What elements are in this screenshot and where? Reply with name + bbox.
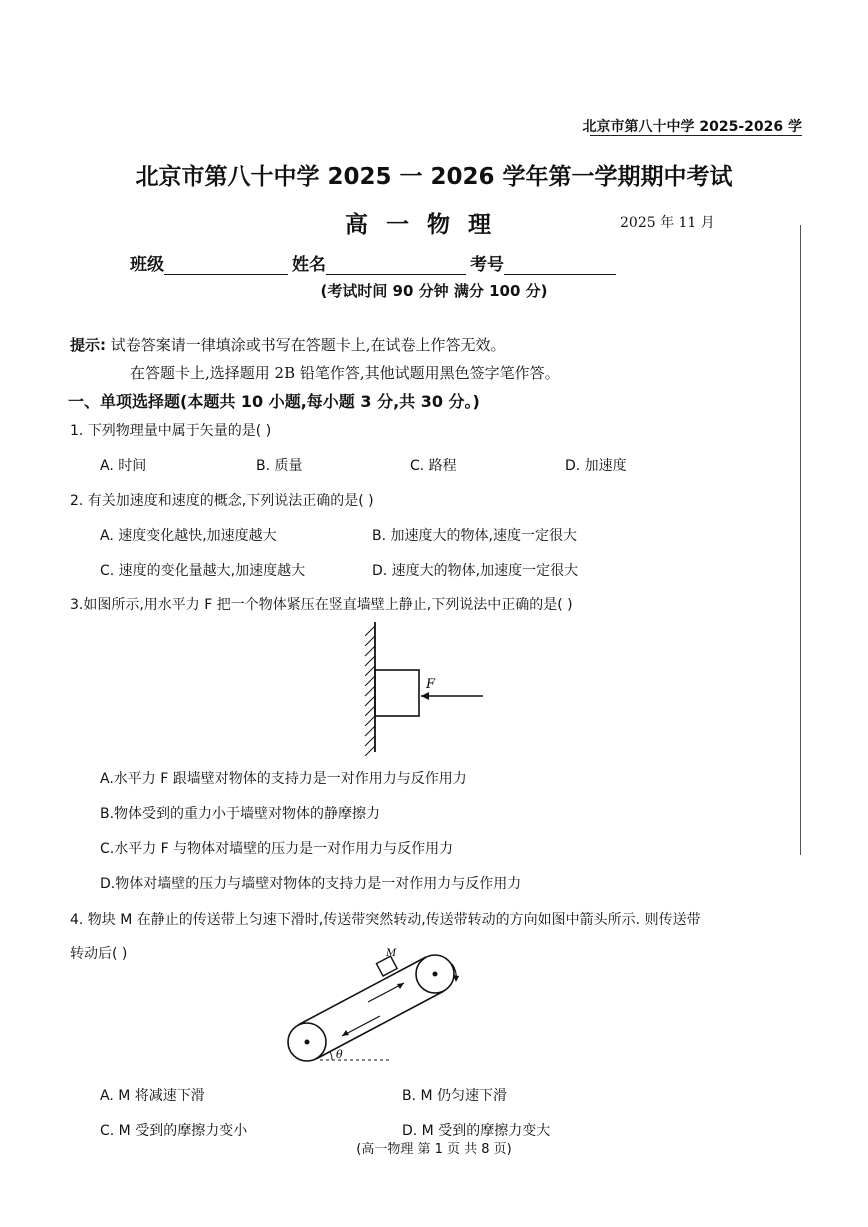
upper-pulley-axle: [433, 972, 438, 977]
block-m: [376, 956, 397, 976]
question-3-stem: 3.如图所示,用水平力 F 把一个物体紧压在竖直墙壁上静止,下列说法中正确的是( ): [70, 597, 573, 613]
wall-block-figure: [355, 620, 495, 756]
name-label: 姓名: [292, 255, 326, 275]
question-2-stem: 2. 有关加速度和速度的概念,下列说法正确的是( ): [70, 493, 374, 509]
q4-option-d: D. M 受到的摩擦力变大: [402, 1123, 551, 1139]
q4-option-c: C. M 受到的摩擦力变小: [100, 1123, 248, 1139]
page-edge-line: [800, 225, 801, 855]
tip-label: 提示:: [70, 336, 106, 354]
q4-option-a: A. M 将减速下滑: [100, 1088, 205, 1104]
exam-date: 2025 年 11 月: [620, 215, 715, 231]
angle-arc: [330, 1052, 332, 1060]
student-info-fields: [130, 250, 620, 275]
exam-info: (考试时间 90 分钟 满分 100 分): [320, 282, 548, 300]
class-blank[interactable]: [164, 256, 288, 275]
theta-label: θ: [336, 1048, 343, 1061]
q2-option-d: D. 速度大的物体,加速度一定很大: [372, 563, 579, 579]
question-1-stem: 1. 下列物理量中属于矢量的是( ): [70, 423, 272, 439]
q1-option-b: B. 质量: [256, 458, 303, 474]
block-m-label: M: [386, 948, 397, 959]
name-blank[interactable]: [326, 256, 466, 275]
class-label: 班级: [130, 255, 164, 275]
q2-option-a: A. 速度变化越快,加速度越大: [100, 528, 277, 544]
question-4-stem-line-2: 转动后( ): [70, 946, 128, 962]
number-label: 考号: [470, 255, 504, 275]
q2-option-c: C. 速度的变化量越大,加速度越大: [100, 563, 306, 579]
page-footer: (高一物理 第 1 页 共 8 页): [356, 1142, 512, 1157]
header-rule: [590, 135, 802, 136]
q1-option-c: C. 路程: [410, 458, 457, 474]
number-blank[interactable]: [504, 256, 616, 275]
q3-option-b: B.物体受到的重力小于墙壁对物体的静摩擦力: [100, 806, 381, 822]
q4-option-b: B. M 仍匀速下滑: [402, 1088, 508, 1104]
block-rect: [375, 670, 419, 716]
tip-line-1: [70, 334, 506, 355]
lower-pulley-axle: [305, 1040, 310, 1045]
q1-option-a: A. 时间: [100, 458, 147, 474]
q2-option-b: B. 加速度大的物体,速度一定很大: [372, 528, 577, 544]
force-arrow-head: [421, 692, 429, 700]
tip-text-1: 试卷答案请一律填涂或书写在答题卡上,在试卷上作答无效。: [110, 336, 506, 354]
question-4-stem-line-1: 4. 物块 M 在静止的传送带上匀速下滑时,传送带突然转动,传送带转动的方向如图中箭头所示. 则传送带: [70, 912, 701, 928]
conveyor-belt-figure: [280, 944, 470, 1064]
force-label: F: [426, 677, 436, 692]
subject-title: 高一物理: [345, 212, 509, 238]
section-heading: 一、单项选择题(本题共 10 小题,每小题 3 分,共 30 分。): [68, 392, 480, 411]
q3-option-c: C.水平力 F 与物体对墙壁的压力是一对作用力与反作用力: [100, 841, 454, 857]
wall-hatching: [365, 626, 375, 756]
q3-option-a: A.水平力 F 跟墙壁对物体的支持力是一对作用力与反作用力: [100, 771, 467, 787]
tip-line-2: 在答题卡上,选择题用 2B 铅笔作答,其他试题用黑色签字笔作答。: [130, 364, 560, 382]
q3-option-d: D.物体对墙壁的压力与墙壁对物体的支持力是一对作用力与反作用力: [100, 876, 522, 892]
exam-title: 北京市第八十中学 2025 一 2026 学年第一学期期中考试: [135, 164, 733, 190]
q1-option-d: D. 加速度: [565, 458, 627, 474]
school-header-tag: 北京市第八十中学 2025-2026 学: [582, 119, 802, 135]
belt-top: [298, 957, 426, 1025]
